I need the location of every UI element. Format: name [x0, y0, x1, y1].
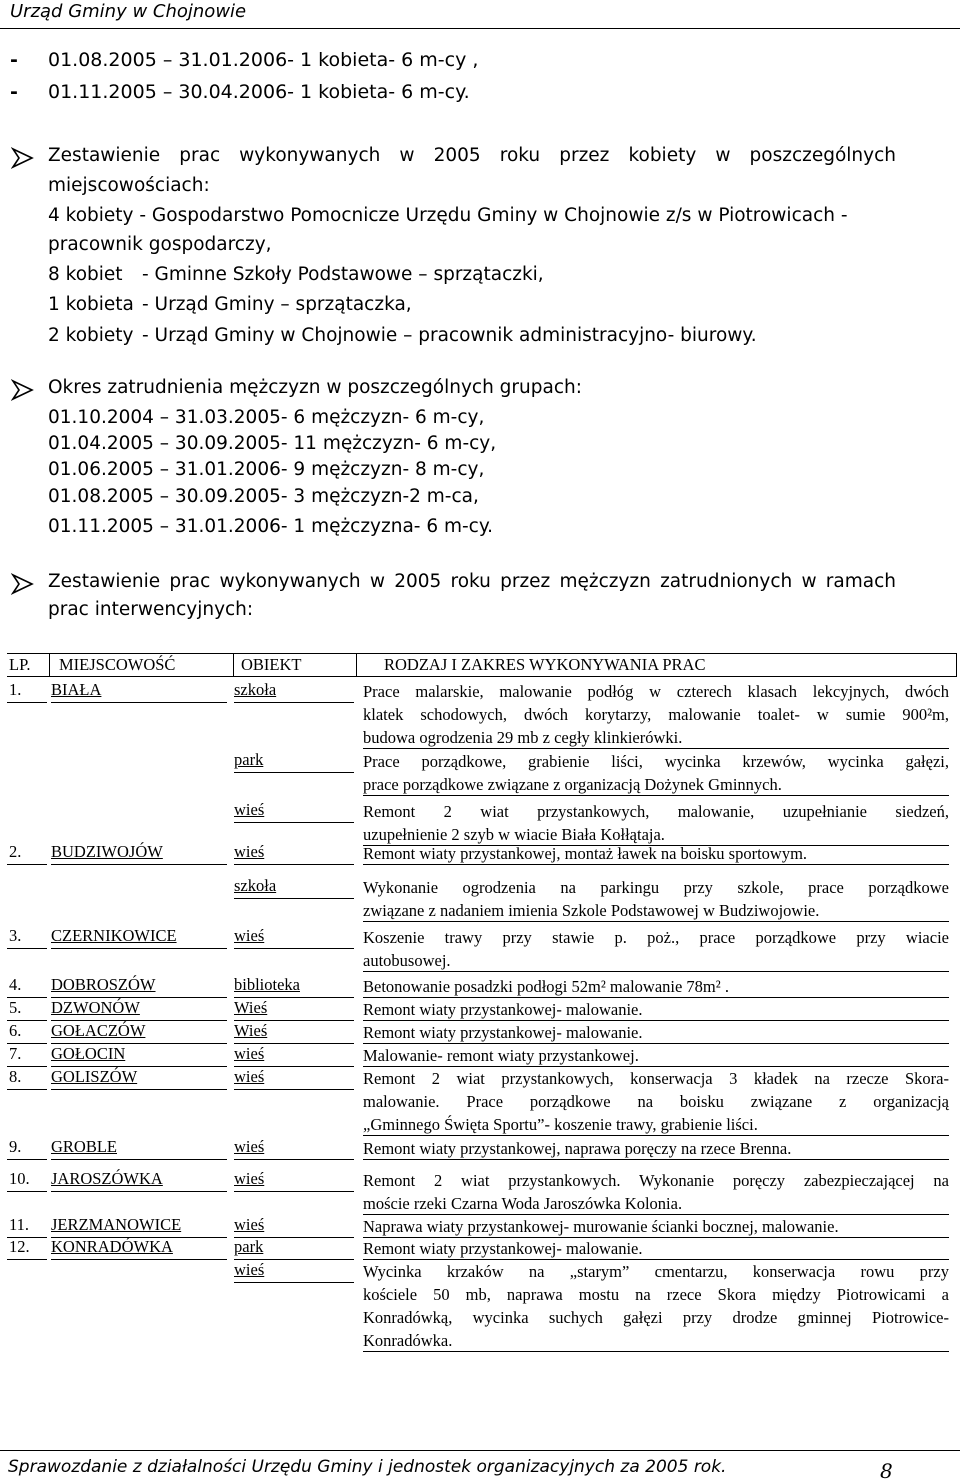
- description-line: Remont wiaty przystankowej- malowanie.: [363, 1000, 643, 1019]
- row-description: [363, 1215, 949, 1238]
- header-divider: [233, 653, 234, 676]
- row-separator: [234, 864, 354, 865]
- description-line: związane z nadaniem imienia Szkole Podstawowej w Budziwojowie.: [363, 901, 820, 920]
- row-place: DOBROSZÓW: [51, 975, 156, 994]
- women-item-text: - Urząd Gminy – sprzątaczka,: [142, 294, 412, 315]
- women-count: 1 kobieta: [48, 294, 134, 315]
- row-place: JERZMANOWICE: [51, 1215, 182, 1234]
- header-bottom-rule: [7, 676, 957, 677]
- row-description: [363, 1067, 949, 1136]
- row-separator: [7, 702, 47, 703]
- section-men-works-line-2: prac interwencyjnych:: [48, 599, 254, 620]
- row-separator: [7, 1159, 47, 1160]
- header-scope: RODZAJ I ZAKRES WYKONYWANIA PRAC: [384, 655, 706, 674]
- row-separator: [234, 1191, 354, 1192]
- header-divider: [356, 653, 357, 676]
- row-object: biblioteka: [234, 975, 300, 994]
- row-number: 12.: [9, 1237, 30, 1256]
- row-separator: [234, 772, 354, 773]
- row-separator: [363, 1159, 949, 1160]
- row-number: 6.: [9, 1021, 22, 1040]
- description-line: Betonowanie posadzki podłogi 52m² malowanie 78m² .: [363, 977, 729, 996]
- row-description: [363, 876, 949, 922]
- row-separator: [363, 864, 949, 865]
- women-count: 8 kobiet: [48, 264, 123, 285]
- arrow-bullet-icon: [11, 573, 35, 595]
- arrow-bullet-icon: [11, 379, 35, 401]
- row-object: wieś: [234, 842, 265, 861]
- row-place: GOŁOCIN: [51, 1044, 126, 1063]
- description-line: budowa ogrodzenia 29 mb z cegły klinkierówki.: [363, 728, 683, 747]
- row-place: CZERNIKOWICE: [51, 926, 177, 945]
- row-description: [363, 1260, 949, 1352]
- row-place: KONRADÓWKA: [51, 1237, 173, 1256]
- women-period-1: [10, 49, 478, 71]
- description-line: „Gminnego Święta Sportu”- koszenie trawy, grabienie liści.: [363, 1115, 758, 1134]
- row-separator: [363, 971, 949, 972]
- row-separator: [363, 921, 949, 922]
- women-item-text: - Gminne Szkoły Podstawowe – sprzątaczki,: [142, 264, 544, 285]
- men-period-2: 01.04.2005 – 30.09.2005- 11 mężczyzn- 6 m-cy,: [48, 433, 497, 454]
- row-separator: [51, 1159, 227, 1160]
- description-line: kościele 50 mb, naprawa mostu na rzece Skora między Piotrowicami a: [363, 1285, 949, 1304]
- row-separator: [363, 1351, 949, 1352]
- row-place: GOŁACZÓW: [51, 1021, 146, 1040]
- description-line: Remont wiaty przystankowej- malowanie.: [363, 1023, 643, 1042]
- row-description: [363, 1137, 949, 1160]
- row-object: szkoła: [234, 680, 277, 699]
- row-number: 8.: [9, 1067, 22, 1086]
- row-separator: [234, 948, 354, 949]
- women-count: 2 kobiety: [48, 325, 134, 346]
- row-object: park: [234, 1237, 264, 1256]
- description-line: malowanie. Prace porządkowe na boisku związane z organizacją: [363, 1092, 949, 1111]
- description-line: Remont wiaty przystankowej, montaż ławek na boisku sportowym.: [363, 844, 808, 863]
- row-object: wieś: [234, 1215, 265, 1234]
- header-divider: [49, 653, 50, 676]
- row-place: BUDZIWOJÓW: [51, 842, 163, 861]
- row-object: szkoła: [234, 876, 277, 895]
- row-object: park: [234, 750, 264, 769]
- women-item-1: [48, 264, 544, 285]
- men-period-5: 01.11.2005 – 31.01.2006- 1 mężczyzna- 6 m-cy.: [48, 516, 494, 537]
- header-lp: LP.: [9, 655, 31, 674]
- description-line: autobusowej.: [363, 951, 451, 970]
- row-separator: [234, 822, 354, 823]
- footer-rule: [0, 1450, 960, 1451]
- women-period-text: 01.08.2005 – 31.01.2006- 1 kobieta- 6 m-cy ,: [48, 49, 479, 71]
- row-description: [363, 1044, 949, 1067]
- header-rule: [0, 28, 960, 29]
- row-separator: [51, 702, 227, 703]
- row-description: [363, 998, 949, 1021]
- dash-marker: -: [10, 81, 18, 103]
- row-separator: [51, 864, 227, 865]
- description-line: Prace malarskie, malowanie podłóg w czterech klasach lekcyjnych, dwóch: [363, 682, 949, 701]
- section-men-periods-title: Okres zatrudnienia mężczyzn w poszczególnych grupach:: [48, 377, 582, 398]
- men-period-3: 01.06.2005 – 31.01.2006- 9 mężczyzn- 8 m-cy,: [48, 459, 485, 480]
- section-women-line-2: miejscowościach:: [48, 175, 210, 196]
- description-line: Konradówka.: [363, 1331, 453, 1350]
- section-women-line-4: pracownik gospodarczy,: [48, 234, 272, 255]
- row-object: wieś: [234, 800, 265, 819]
- header-object: OBIEKT: [241, 655, 302, 674]
- row-separator: [51, 1191, 227, 1192]
- row-separator: [234, 1089, 354, 1090]
- description-line: Remont 2 wiat przystankowych, konserwacja 3 kładek na rzecze Skora-: [363, 1069, 949, 1088]
- description-line: Wycinka krzaków na „starym” cmentarzu, konserwacja rowu przy: [363, 1262, 949, 1281]
- row-number: 11.: [9, 1215, 30, 1234]
- description-line: Malowanie- remont wiaty przystankowej.: [363, 1046, 639, 1065]
- row-description: [363, 750, 949, 796]
- description-line: Remont 2 wiat przystankowych. Wykonanie poręczy zabezpieczającej na: [363, 1171, 949, 1190]
- row-separator: [7, 1191, 47, 1192]
- row-description: [363, 975, 949, 998]
- description-line: moście rzeki Czarna Woda Jaroszówka Kolonia.: [363, 1194, 683, 1213]
- row-description: [363, 1021, 949, 1044]
- row-description: [363, 1237, 949, 1260]
- row-separator: [363, 748, 949, 749]
- row-separator: [363, 795, 949, 796]
- women-item-2: [48, 294, 412, 315]
- description-line: Remont 2 wiat przystankowych, malowanie, uzupełnianie siedzeń,: [363, 802, 949, 821]
- row-number: 1.: [9, 680, 22, 699]
- row-object: wieś: [234, 1044, 265, 1063]
- row-place: DZWONÓW: [51, 998, 140, 1017]
- row-separator: [234, 898, 354, 899]
- row-object: wieś: [234, 926, 265, 945]
- row-object: wieś: [234, 1260, 265, 1279]
- section-women-line-1: Zestawienie prac wykonywanych w 2005 roku przez kobiety w poszczególnych: [48, 145, 896, 166]
- row-separator: [7, 1089, 47, 1090]
- row-separator: [7, 948, 47, 949]
- arrow-bullet-icon: [11, 147, 35, 169]
- row-place: BIAŁA: [51, 680, 102, 699]
- row-number: 2.: [9, 842, 22, 861]
- description-line: Koszenie trawy przy stawie p. poż., prace porządkowe przy wiacie: [363, 928, 949, 947]
- header-place: MIEJSCOWOŚĆ: [59, 655, 176, 674]
- page-header-title: Urząd Gminy w Chojnowie: [10, 1, 247, 22]
- row-description: [363, 926, 949, 972]
- description-line: prace porządkowe związane z organizacją Dożynek Gminnych.: [363, 775, 782, 794]
- section-women-line-3: 4 kobiety - Gospodarstwo Pomocnicze Urzędu Gminy w Chojnowie z/s w Piotrowicach -: [48, 205, 848, 226]
- row-object: wieś: [234, 1169, 265, 1188]
- women-item-text: - Urząd Gminy w Chojnowie – pracownik administracyjno- biurowy.: [142, 325, 757, 346]
- row-separator: [51, 1259, 227, 1260]
- row-object: wieś: [234, 1067, 265, 1086]
- row-place: GROBLE: [51, 1137, 117, 1156]
- row-number: 4.: [9, 975, 22, 994]
- description-line: Konradówką, wycinka suchych gałęzi przy drodze gminnej Piotrowice-: [363, 1308, 949, 1327]
- row-number: 7.: [9, 1044, 22, 1063]
- header-divider: [956, 653, 957, 676]
- row-separator: [51, 1089, 227, 1090]
- row-place: GOLISZÓW: [51, 1067, 138, 1086]
- footer-text: Sprawozdanie z działalności Urzędu Gminy i jednostek organizacyjnych za 2005 rok.: [8, 1457, 727, 1477]
- row-separator: [7, 864, 47, 865]
- row-object: Wieś: [234, 1021, 268, 1040]
- women-item-3: [48, 325, 757, 346]
- women-period-2: [10, 81, 470, 103]
- row-number: 5.: [9, 998, 22, 1017]
- description-line: Remont wiaty przystankowej, naprawa poręczy na rzece Brenna.: [363, 1139, 792, 1158]
- row-separator: [7, 1259, 47, 1260]
- description-line: Wykonanie ogrodzenia na parkingu przy szkole, prace porządkowe: [363, 878, 949, 897]
- row-description: [363, 1169, 949, 1215]
- row-number: 10.: [9, 1169, 30, 1188]
- row-description: [363, 800, 949, 846]
- men-period-4: 01.08.2005 – 30.09.2005- 3 mężczyzn-2 m-ca,: [48, 486, 479, 507]
- women-period-text: 01.11.2005 – 30.04.2006- 1 kobieta- 6 m-cy.: [48, 81, 470, 103]
- row-description: [363, 842, 949, 865]
- row-separator: [51, 948, 227, 949]
- description-line: Remont wiaty przystankowej- malowanie.: [363, 1239, 643, 1258]
- row-separator: [234, 702, 354, 703]
- dash-marker: -: [10, 49, 18, 71]
- row-object: Wieś: [234, 998, 268, 1017]
- description-line: klatek schodowych, dwóch korytarzy, malowanie toalet- w sumie 900²m,: [363, 705, 949, 724]
- men-period-1: 01.10.2004 – 31.03.2005- 6 mężczyzn- 6 m-cy,: [48, 407, 485, 428]
- row-object: wieś: [234, 1137, 265, 1156]
- description-line: Prace porządkowe, grabienie liści, wycinka krzewów, wycinka gałęzi,: [363, 752, 949, 771]
- row-place: JAROSZÓWKA: [51, 1169, 163, 1188]
- page-number: 8: [880, 1459, 893, 1483]
- description-line: Naprawa wiaty przystankowej- murowanie ścianki bocznej, malowanie.: [363, 1217, 839, 1236]
- description-line: uzupełnienie 2 szyb w wiacie Biała Kołłątaja.: [363, 825, 665, 844]
- row-separator: [234, 1159, 354, 1160]
- row-description: [363, 680, 949, 749]
- row-number: 9.: [9, 1137, 22, 1156]
- section-men-works-line-1: Zestawienie prac wykonywanych w 2005 roku przez mężczyzn zatrudnionych w ramach: [48, 571, 896, 592]
- row-separator: [234, 1282, 354, 1283]
- row-separator: [363, 1135, 949, 1136]
- row-number: 3.: [9, 926, 22, 945]
